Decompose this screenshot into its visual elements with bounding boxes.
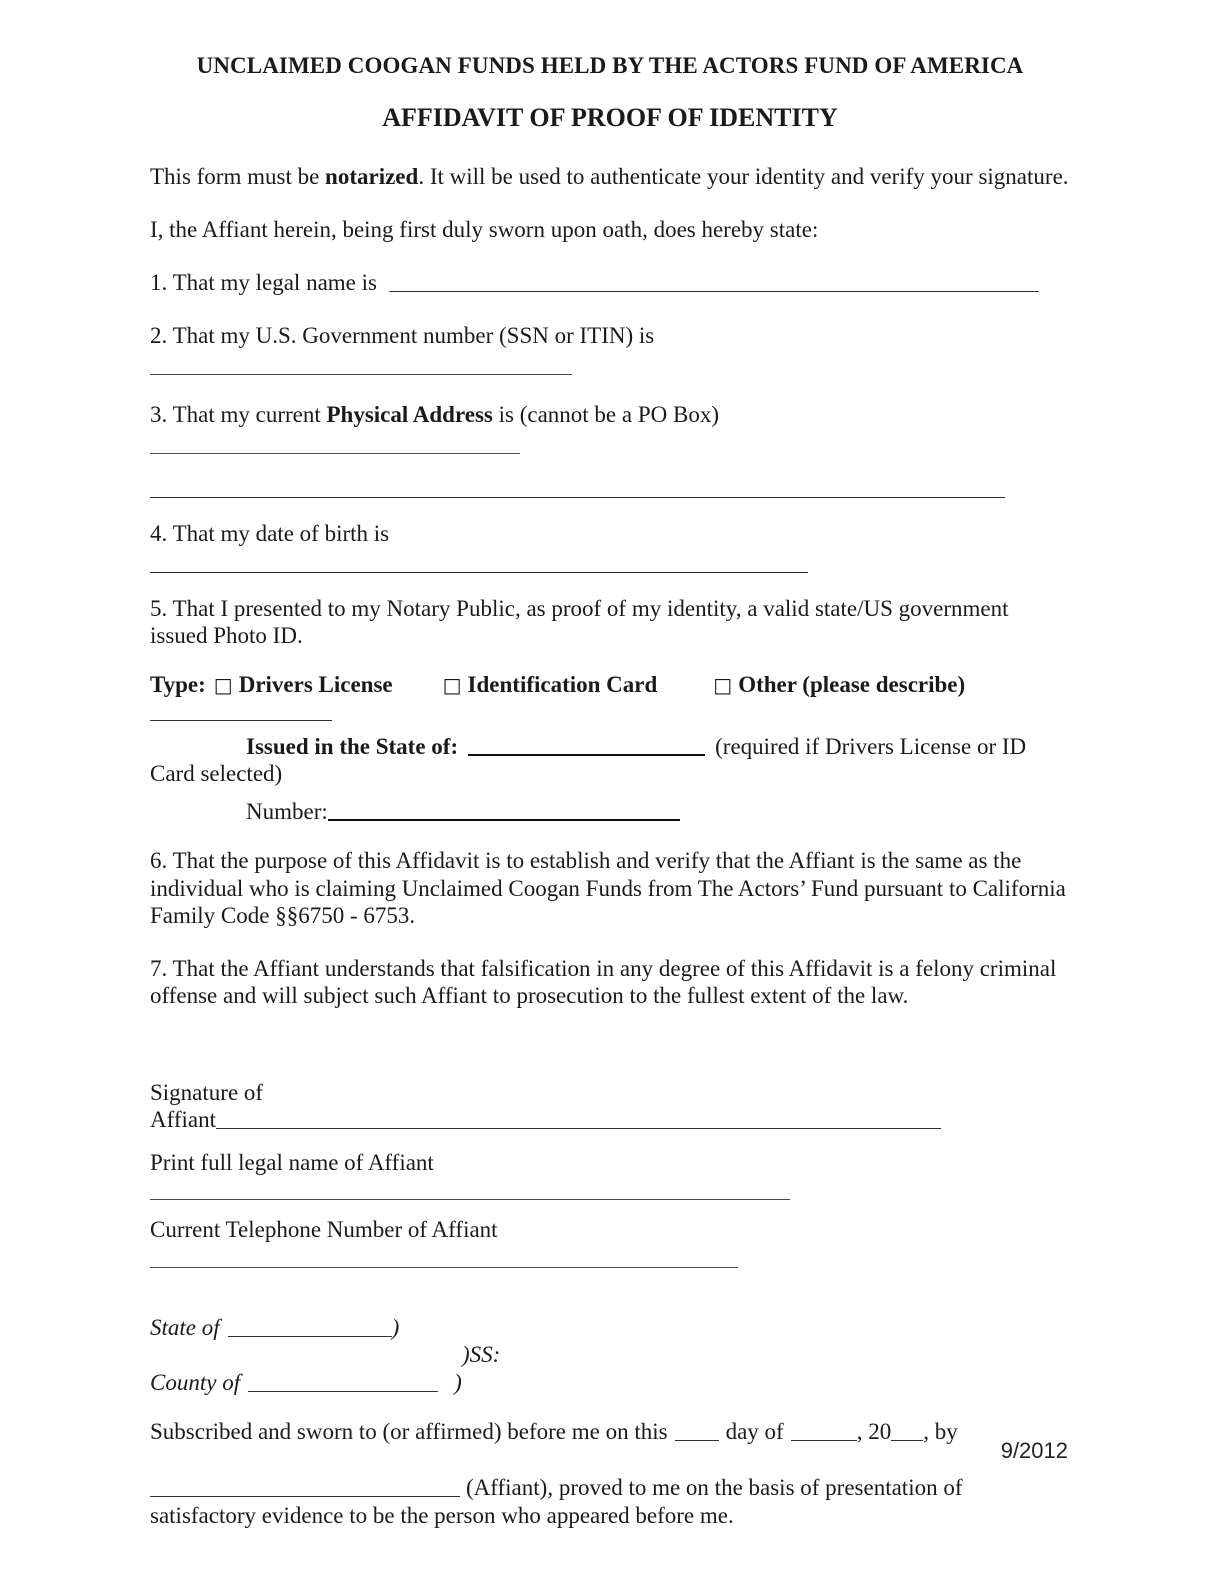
item-5-photo-id-statement: 5. That I presented to my Notary Public, as proof of my identity, a valid state/US government issued Photo ID. [150,595,1009,648]
signature-label-line-1: Signature of [150,1080,264,1106]
id-number-row [150,797,1070,825]
affiant-proof-text: (Affiant), proved to me on the basis of presentation of satisfactory evidence to be the person who appeared before me. [150,1474,963,1528]
footer-revision-date: 9/2012 [1000,1438,1068,1463]
item-3-label-end: is (cannot be a PO Box) [492,402,719,428]
document-header-title: UNCLAIMED COOGAN FUNDS HELD BY THE ACTORS FUND OF AMERICA [196,53,1024,78]
signature-row [150,1106,1070,1133]
year-blank-line[interactable] [891,1419,923,1442]
id-number-blank-line[interactable] [328,797,680,821]
item-2-government-number: 2. That my U.S. Government number (SSN or ITIN) is [150,323,655,349]
document-content [150,0,1070,1529]
option-label-drivers-license[interactable]: Drivers License [238,671,393,697]
oath-statement: I, the Affiant herein, being first duly sworn upon oath, does hereby state: [150,216,819,242]
item-3-physical-address [150,401,1070,428]
sworn-statement-row [150,1418,1070,1446]
print-name-label: Print full legal name of Affiant [150,1150,434,1176]
ss-label: )SS: [462,1342,501,1368]
item-6-purpose-statement: 6. That the purpose of this Affidavit is to establish and verify that the Affiant is the same as the individual who is claiming Unclaimed Coogan Funds from The Actors’ Fund pursuant to California Family Code §§6750 - 6753. [150,848,1066,928]
state-of-label: State of [150,1314,220,1340]
county-of-row [150,1369,1070,1397]
issued-state-blank-line[interactable] [468,732,705,756]
county-of-label: County of [150,1369,241,1395]
notarization-notice [150,163,1070,190]
day-blank-line[interactable] [675,1419,719,1442]
issued-state-row [150,732,1070,788]
telephone-label: Current Telephone Number of Affiant [150,1217,498,1243]
item-3-physical-address-emphasis: Physical Address [326,402,493,428]
state-of-blank-line[interactable] [228,1314,392,1337]
other-describe-blank-line[interactable] [150,699,332,722]
issued-state-label: Issued in the State of: [246,733,459,759]
notice-text-start: This form must be [150,163,326,189]
county-of-close-paren: ) [454,1369,462,1395]
checkbox-drivers-license-icon[interactable]: □ [213,672,233,697]
sworn-text-part-2: day of [725,1419,784,1445]
affiant-name-blank-line[interactable] [150,1474,460,1497]
option-label-identification-card[interactable]: Identification Card [467,671,658,697]
county-of-blank-line[interactable] [248,1369,438,1392]
option-label-other[interactable]: Other (please describe) [738,671,966,697]
item-4-date-of-birth: 4. That my date of birth is [150,521,390,547]
notice-notarized-emphasis: notarized [325,163,419,189]
affiant-proof-row [150,1474,1050,1529]
id-type-options-row [150,671,1070,726]
checkbox-identification-card-icon[interactable]: □ [442,672,462,697]
form-title: AFFIDAVIT OF PROOF OF IDENTITY [382,102,838,132]
sworn-text-part-3: , 20 [856,1419,892,1445]
item-7-falsification-statement: 7. That the Affiant understands that falsification in any degree of this Affidavit is a felony criminal offense and will subject such Affiant to prosecution to the fullest extent of the law. [150,955,1057,1008]
item-1-legal-name [150,269,1070,296]
id-type-label: Type: [150,671,206,697]
state-of-row [150,1314,1070,1342]
sworn-text-part-1: Subscribed and sworn to (or affirmed) before me on this [150,1419,668,1445]
signature-label-line-2: Affiant [150,1107,217,1133]
signature-blank-line[interactable] [216,1106,941,1129]
month-blank-line[interactable] [791,1419,857,1442]
issued-state-note: (required if Drivers License or ID Card selected) [150,733,1027,787]
state-of-close-paren: ) [391,1314,400,1340]
sworn-text-part-4: , by [923,1419,958,1445]
item-3-label-start: 3. That my current [150,402,327,428]
checkbox-other-icon[interactable]: □ [713,672,733,697]
notice-text-end: . It will be used to authenticate your identity and verify your signature. [418,163,1069,189]
id-number-label: Number: [246,798,328,824]
legal-name-blank-line[interactable] [389,269,1039,292]
item-1-label: 1. That my legal name is [150,270,377,296]
